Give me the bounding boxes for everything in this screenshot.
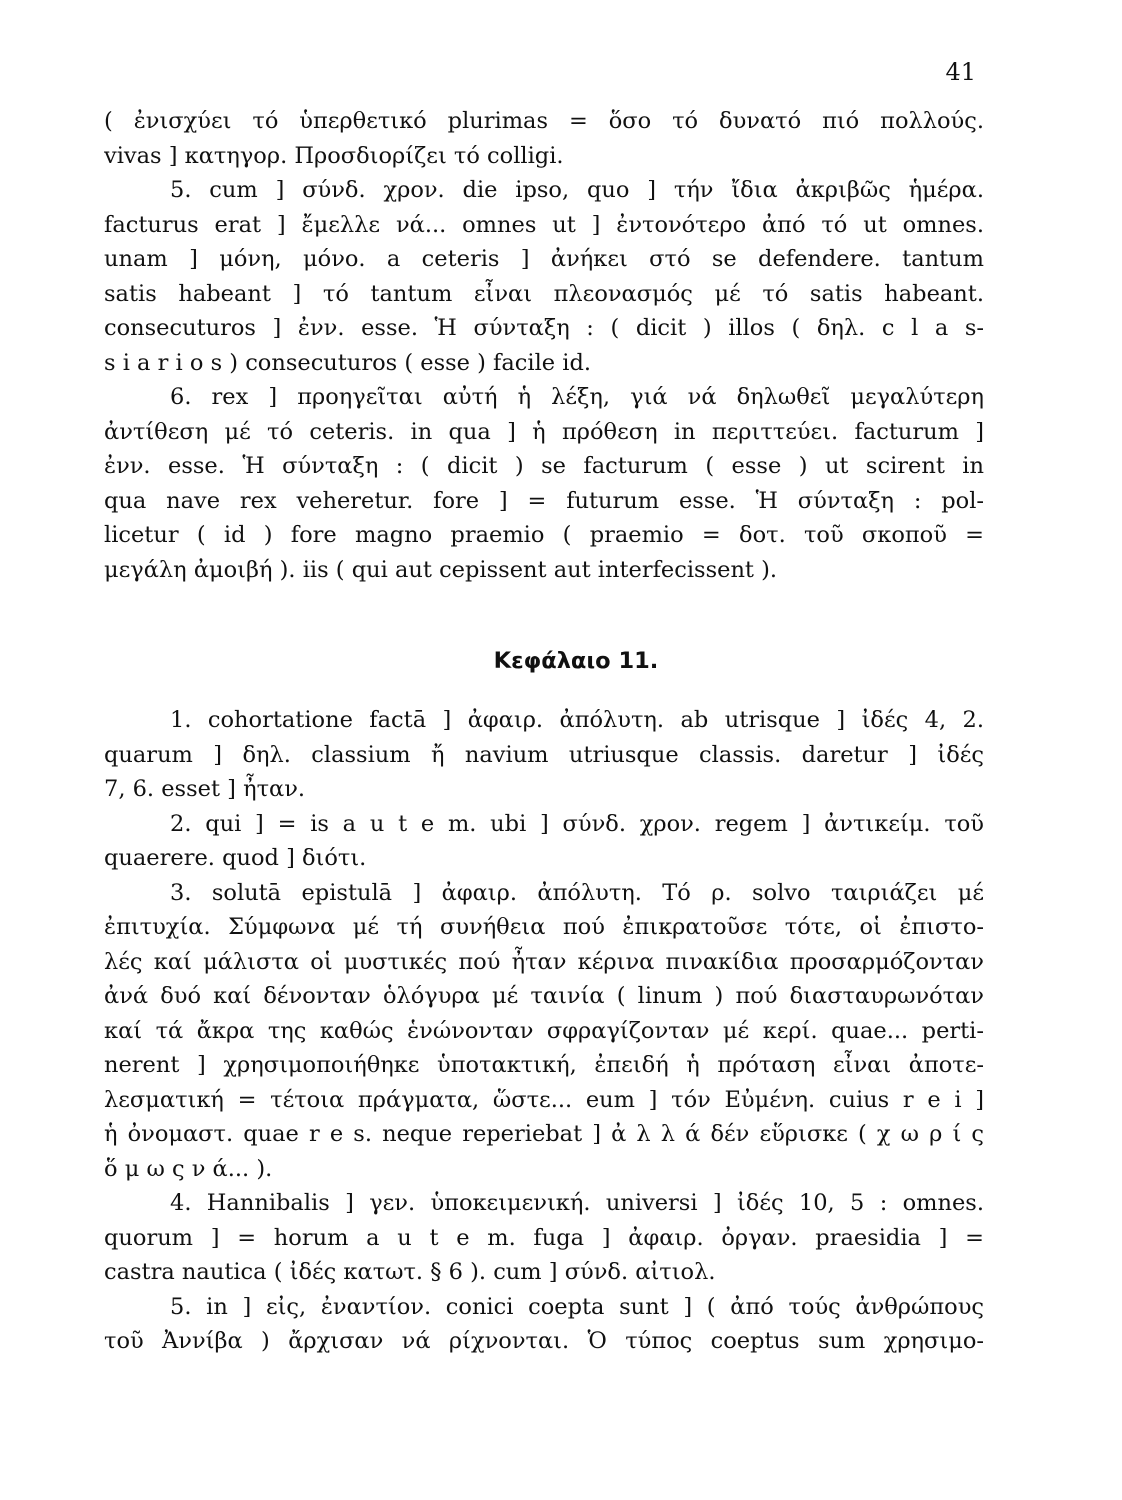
text-line: λεσματική = τέτοια πράγματα, ὥστε... eum ] τόν Εὐμένη. cuius r e i ] xyxy=(104,1086,984,1113)
text-line: consecuturos ] ἐνν. esse. Ἡ σύνταξη : ( dicit ) illos ( δηλ. c l a s- xyxy=(104,315,984,341)
text-line: ( ἐνισχύει τό ὑπερθετικό plurimas = ὅσο τό δυνατό πιό πολλούς. xyxy=(104,108,984,134)
text-line: castra nautica ( ἰδές κατωτ. § 6 ). cum ] σύνδ. αἰτιολ. xyxy=(104,1259,716,1285)
text-line: ἀντίθεση μέ τό ceteris. in qua ] ἡ πρόθεση in περιττεύει. facturum ] xyxy=(104,418,984,445)
text-line: 7, 6. esset ] ἦταν. xyxy=(104,776,306,802)
text-line: 4. Hannibalis ] γεν. ὑποκειμενική. universi ] ἰδές 10, 5 : omnes. xyxy=(170,1190,984,1216)
text-line: ὅ μ ω ς ν ά... ). xyxy=(104,1155,273,1182)
text-line: 5. in ] εἰς, ἐναντίον. conici coepta sunt ] ( ἀπό τούς ἀνθρώπους xyxy=(170,1293,984,1320)
page-number: 41 xyxy=(945,58,976,86)
text-line: καί τά ἄκρα της καθώς ἑνώνονταν σφραγίζονταν μέ κερί. quae... perti- xyxy=(104,1017,984,1044)
text-line: ἀνά δυό καί δένονταν ὁλόγυρα μέ ταινία ( linum ) πού διασταυρωνόταν xyxy=(104,983,984,1009)
text-block-top xyxy=(104,104,984,587)
text-line: quorum ] = horum a u t e m. fuga ] ἀφαιρ. ὀργαν. praesidia ] = xyxy=(104,1224,984,1251)
text-line: quarum ] δηλ. classium ἤ navium utriusque classis. daretur ] ἰδές xyxy=(104,741,984,768)
text-line: 5. cum ] σύνδ. χρον. die ipso, quo ] τήν ἴδια ἀκριβῶς ἡμέρα. xyxy=(170,177,984,203)
text-line: nerent ] χρησιμοποιήθηκε ὑποτακτική, ἐπειδή ἡ πρόταση εἶναι ἀποτε- xyxy=(104,1052,984,1078)
text-line: vivas ] κατηγορ. Προσδιορίζει τό colligi. xyxy=(104,142,564,169)
text-line: qua nave rex veheretur. fore ] = futurum esse. Ἡ σύνταξη : pol- xyxy=(104,487,984,514)
text-line: ἐπιτυχία. Σύμφωνα μέ τή συνήθεια πού ἐπικρατοῦσε τότε, οἱ ἐπιστο- xyxy=(104,914,984,940)
text-line: ἡ ὀνομαστ. quae r e s. neque reperiebat ] ἀ λ λ ά δέν εὕρισκε ( χ ω ρ ί ς xyxy=(104,1121,984,1147)
text-line: τοῦ Ἀννίβα ) ἄρχισαν νά ρίχνονται. Ὁ τύπος coeptus sum χρησιμο- xyxy=(104,1328,984,1354)
text-line: quaerere. quod ] διότι. xyxy=(104,845,367,871)
text-block-bottom xyxy=(104,703,984,1359)
text-line: λές καί μάλιστα οἱ μυστικές πού ἦταν κέρινα πινακίδια προσαρμόζονταν xyxy=(104,948,984,975)
text-line: 3. solutā epistulā ] ἀφαιρ. ἀπόλυτη. Τό ρ. solvo ταιριάζει μέ xyxy=(170,879,984,906)
text-line: s i a r i o s ) consecuturos ( esse ) facile id. xyxy=(104,349,592,376)
text-line: licetur ( id ) fore magno praemio ( praemio = δοτ. τοῦ σκοποῦ = xyxy=(104,522,984,548)
text-line: unam ] μόνη, μόνο. a ceteris ] ἀνήκει στό se defendere. tantum xyxy=(104,246,984,272)
text-line: 1. cohortatione factā ] ἀφαιρ. ἀπόλυτη. ab utrisque ] ἰδές 4, 2. xyxy=(170,707,984,733)
chapter-heading: Κεφάλαιο 11. xyxy=(493,648,659,674)
text-line: satis habeant ] τό tantum εἶναι πλεονασμός μέ τό satis habeant. xyxy=(104,280,984,307)
text-line: 2. qui ] = is a u t e m. ubi ] σύνδ. χρον. regem ] ἀντικείμ. τοῦ xyxy=(170,810,984,837)
text-line: 6. rex ] προηγεῖται αὐτή ἡ λέξη, γιά νά δηλωθεῖ μεγαλύτερη xyxy=(170,384,984,410)
text-line: μεγάλη ἀμοιβή ). iis ( qui aut cepissent aut interfecissent ). xyxy=(104,556,778,583)
text-line: ἐνν. esse. Ἡ σύνταξη : ( dicit ) se facturum ( esse ) ut scirent in xyxy=(104,453,984,479)
text-line: facturus erat ] ἔμελλε νά... omnes ut ] ἐντονότερο ἀπό τό ut omnes. xyxy=(104,211,984,238)
